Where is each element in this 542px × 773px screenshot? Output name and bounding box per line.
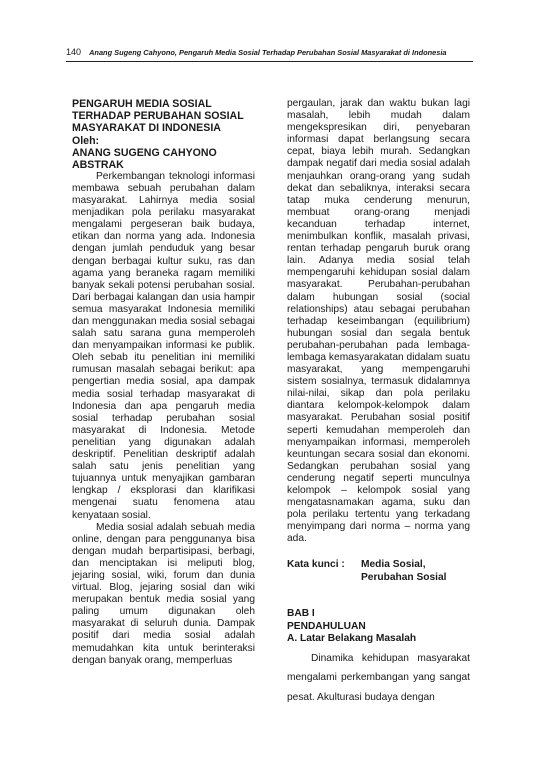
abstract-paragraph-2: Media sosial adalah sebuah media online, dengan para penggunanya bisa dengan mudah berpartisipasi, berbagi, dan menciptakan isi meliputi blog, jejaring sosial, wiki, forum dan dunia virtual. Blog, jejaring sosial dan wiki merupakan bentuk media sosial yang paling umum digunakan oleh masyarakat di seluruh dunia. Dampak positif dari media sosial adalah memudahkan kita untuk berinteraksi dengan banyak orang, memperluas <box>72 521 255 666</box>
abstract-paragraph-2-continued: pergaulan, jarak dan waktu bukan lagi masalah, lebih mudah dalam mengekspresikan diri, penyebaran informasi dapat berlangsung secara cepat, biaya lebih murah. Sedangkan dampak negatif dari media sosial adalah menjauhkan orang-orang yang sudah dekat dan sebaliknya, interaksi secara tatap muka cenderung menurun, membuat orang-orang menjadi kecanduan terhadap internet, menimbulkan konflik, masalah privasi, rentan terhadap pengaruh buruk orang lain. Adanya media sosial telah mempengaruhi kehidupan sosial dalam masyarakat. Perubahan-perubahan dalam hubungan sosial (social relationships) atau sebagai perubahan terhadap keseimbangan (equilibrium) hubungan sosial dan segala bentuk perubahan-perubahan pada lembaga-lembaga kemasyarakatan didalam suatu masyarakat, yang mempengaruhi sistem sosialnya, termasuk didalamnya nilai-nilai, sikap dan pola perilaku diantara kelompok-kelompok dalam masyarakat. Perubahan sosial positif seperti kemudahan memperoleh dan menyampaikan informasi, memperoleh keuntungan secara sosial dan ekonomi. Sedangkan perubahan sosial yang cenderung negatif seperti munculnya kelompok – kelompok sosial yang mengatasnamakan agama, suku dan pola perilaku tertentu yang terkadang menyimpang dari norma – norma yang ada. <box>287 98 470 545</box>
right-column <box>287 98 470 708</box>
chapter-title: PENDAHULUAN <box>287 620 366 632</box>
keyword-2: Perubahan Sosial <box>361 572 447 584</box>
running-title: Anang Sugeng Cahyono, Pengaruh Media Sosial Terhadap Perubahan Sosial Masyarakat di Indonesia <box>89 48 447 57</box>
article-title-line-1: PENGARUH MEDIA SOSIAL <box>72 98 212 110</box>
keywords-list <box>361 558 447 584</box>
page-number: 140 <box>66 47 82 57</box>
abstract-heading: ABSTRAK <box>72 158 124 171</box>
article-title-line-3: MASYARAKAT DI INDONESIA <box>72 122 221 135</box>
header-rule <box>66 61 473 62</box>
keyword-1: Media Sosial, <box>361 559 426 571</box>
section-paragraph-1: Dinamika kehidupan masyarakat mengalami perkembangan yang sangat pesat. Akulturasi budaya dengan <box>287 652 470 703</box>
keywords-block <box>287 558 470 584</box>
left-column <box>72 98 255 667</box>
keywords-label: Kata kunci : <box>287 559 345 571</box>
author-name: ANANG SUGENG CAHYONO <box>72 146 217 159</box>
running-header <box>66 47 476 57</box>
abstract-paragraph-1: Perkembangan teknologi informasi membawa sebuah perubahan dalam masyarakat. Lahirnya media sosial menjadikan pola perilaku masyarakat mengalami pergeseran baik budaya, etikan dan norma yang ada. Indonesia dengan jumlah penduduk yang besar dengan berbagai kultur suku, ras dan agama yang beraneka ragam memiliki banyak sekali potensi perubahan sosial. Dari berbagai kalangan dan usia hampir semua masyarakat Indonesia memiliki dan menggunakan media sosial sebagai salah satu sarana guna memperoleh dan menyampaikan informasi ke publik. Oleh sebab itu penelitian ini memiliki rumusan masalah sebagai berikut: apa pengertian media sosial, apa dampak media sosial terhadap masyarakat di Indonesia dan apa pengaruh media sosial terhadap perubahan sosial masyarakat di Indonesia. Metode penelitian yang digunakan adalah deskriptif. Penelitian deskriptif adalah salah satu jenis penelitian yang tujuannya untuk menyajikan gambaran lengkap / eksplorasi dan klarifikasi mengenai suatu fenomena atau kenyataan sosial. <box>72 170 255 521</box>
section-heading: A. Latar Belakang Masalah <box>287 632 417 644</box>
chapter-number: BAB I <box>287 608 315 620</box>
author-label: Oleh: <box>72 134 100 147</box>
article-title-line-2: TERHADAP PERUBAHAN SOSIAL <box>72 110 244 123</box>
